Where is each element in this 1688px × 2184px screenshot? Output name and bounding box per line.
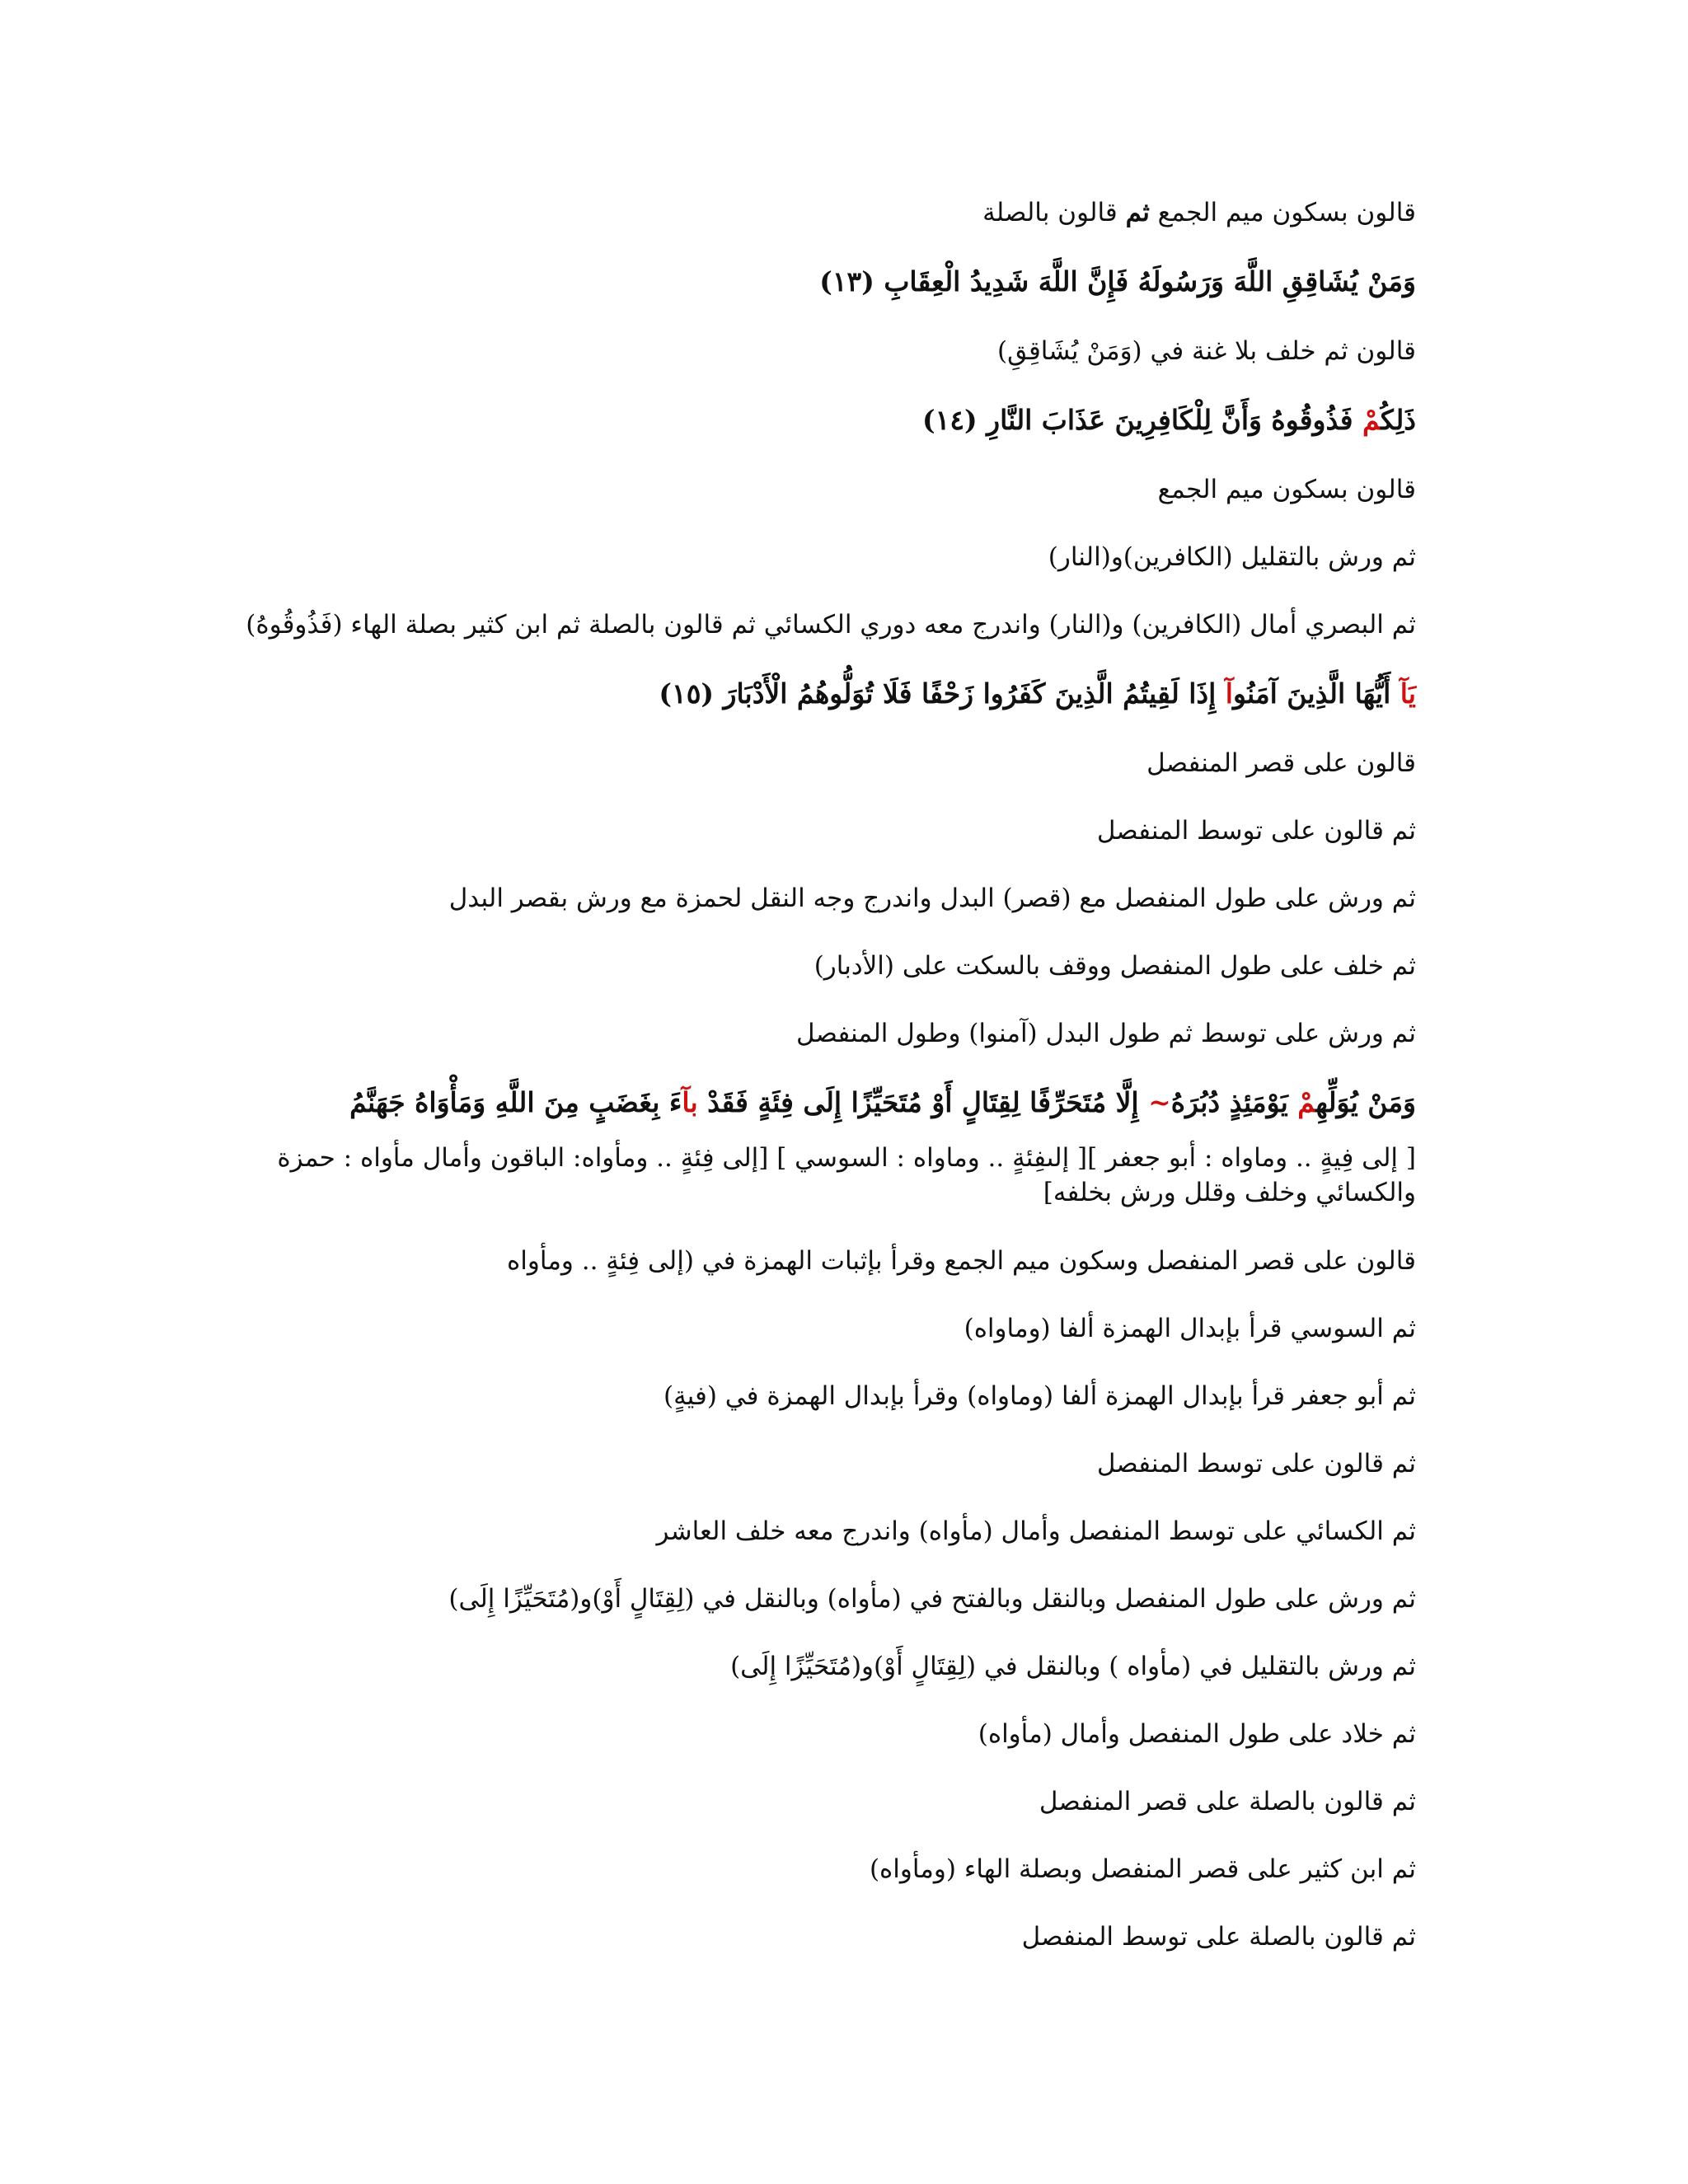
- verse-line-16: [262, 1085, 1416, 1121]
- note-line: [262, 1447, 1416, 1480]
- note-line: [262, 882, 1416, 915]
- note-line: [262, 473, 1416, 506]
- note-line: [262, 1017, 1416, 1050]
- note-text: ثم أبو جعفر قرأ بإبدال الهمزة ألفا (وماواه) وقرأ بإبدال الهمزة في (فيةٍ): [663, 1381, 1416, 1411]
- verse-line-13: [262, 264, 1416, 300]
- note-text: قالون بالصلة: [982, 198, 1126, 227]
- note-text: ثم ورش على توسط ثم طول البدل (آمنوا) وطول المنفصل: [796, 1019, 1416, 1048]
- note-line: [262, 1312, 1416, 1345]
- verse-text: إِذَا لَقِيتُمُ الَّذِينَ كَفَرُوا زَحْفًا فَلَا تُوَلُّوهُمُ الْأَدْبَارَ (١٥): [659, 677, 1226, 710]
- verse-text: فَذُوقُوهُ وَأَنَّ لِلْكَافِرِينَ عَذَابَ النَّارِ (١٤): [921, 404, 1363, 436]
- note-line: [262, 1853, 1416, 1886]
- verse-highlight: مْ: [1362, 404, 1381, 436]
- note-text: ثم ورش على طول المنفصل وبالنقل وبالفتح في (مأواه) وبالنقل في (لِقِتَالٍ أَوْ)و(مُتَحَيِّزًا إِلَى): [448, 1584, 1416, 1614]
- verse-highlight: ~: [1148, 1086, 1171, 1118]
- note-line: [262, 335, 1416, 368]
- note-line: [262, 1650, 1416, 1683]
- note-line: [262, 814, 1416, 847]
- note-text: ثم خلاد على طول المنفصل وأمال (مأواه): [978, 1719, 1416, 1749]
- note-line: [262, 1380, 1416, 1413]
- note-line: [262, 196, 1416, 229]
- note-line: [262, 949, 1416, 982]
- note-line: [262, 1785, 1416, 1818]
- note-text: ثم البصري أمال (الكافرين) و(النار) واندرج معه دوري الكسائي ثم قالون بالصلة ثم ابن كثير بصلة الهاء (فَذُوقُوهُ): [246, 610, 1416, 640]
- note-text: قالون على قصر المنفصل وسكون ميم الجمع وقرأ بإثبات الهمزة في (إلى فِئةٍ .. ومأواه: [507, 1246, 1416, 1276]
- note-text: قالون على قصر المنفصل: [1146, 748, 1416, 778]
- note-emphasis: ثم: [1125, 198, 1150, 227]
- note-text: ثم الكسائي على توسط المنفصل وأمال (مأواه) واندرج معه خلف العاشر: [656, 1516, 1416, 1546]
- note-text: ثم قالون على توسط المنفصل: [1096, 1449, 1416, 1479]
- note-text: ثم ورش على طول المنفصل مع (قصر) البدل واندرج وجه النقل لحمزة مع ورش بقصر البدل: [448, 883, 1416, 913]
- note-line: [262, 1515, 1416, 1548]
- verse-highlight: يَآ: [1400, 677, 1416, 710]
- note-text: [ إلى فِيةٍ .. وماواه : أبو جعفر ][ إلىفِئةٍ .. وماواه : السوسي ] [إلى فِئةٍ .. ومأواه: الباقون وأمال مأواه : حمزة والكسائي وخلف وقلل ورش بخلفه]: [277, 1143, 1416, 1207]
- verse-highlight: مْ: [1297, 1086, 1316, 1118]
- note-text: ثم خلف على طول المنفصل ووقف بالسكت على (الأدبار): [814, 951, 1416, 981]
- note-text: ثم السوسي قرأ بإبدال الهمزة ألفا (وماواه): [964, 1314, 1416, 1343]
- note-text: قالون بسكون ميم الجمع: [1157, 475, 1416, 504]
- verse-text: إِلَّا مُتَحَرِّفًا لِقِتَالٍ أَوْ مُتَحَيِّزًا إِلَى فِئَةٍ فَقَدْ: [697, 1086, 1149, 1118]
- verse-line-15: [262, 676, 1416, 712]
- verse-highlight: بآ: [682, 1086, 698, 1118]
- note-text: قالون بسكون ميم الجمع: [1149, 198, 1416, 227]
- note-line: [262, 1244, 1416, 1277]
- note-line: [262, 1582, 1416, 1615]
- note-text: ثم قالون بالصلة على قصر المنفصل: [1039, 1787, 1416, 1816]
- verse-text: وَمَنْ يُشَاقِقِ اللَّهَ وَرَسُولَهُ فَإِنَّ اللَّهَ شَدِيدُ الْعِقَابِ (١٣): [819, 265, 1416, 298]
- note-line: [262, 747, 1416, 780]
- document-content: [246, 196, 1416, 1953]
- verse-highlight: آ: [1225, 677, 1233, 710]
- note-text: ثم قالون على توسط المنفصل: [1096, 816, 1416, 846]
- note-line: [262, 541, 1416, 574]
- verse-text: يَوْمَئِذٍ دُبُرَهُ: [1170, 1086, 1298, 1118]
- note-line: [262, 1718, 1416, 1750]
- note-text: ثم ورش بالتقليل (الكافرين)و(النار): [1048, 542, 1416, 572]
- readings-bracket-note: [262, 1141, 1416, 1210]
- verse-text: أَيُّهَا الَّذِينَ آمَنُو: [1232, 677, 1400, 710]
- note-line: [246, 608, 1416, 641]
- note-line: [262, 1920, 1416, 1953]
- note-text: قالون ثم خلف بلا غنة في (وَمَنْ يُشَاقِقِ): [997, 336, 1416, 366]
- verse-text: وَمَنْ يُوَلِّهِ: [1315, 1086, 1416, 1118]
- verse-text: ذَلِكُ: [1381, 404, 1416, 436]
- verse-line-14: [262, 402, 1416, 438]
- note-text: ثم ورش بالتقليل في (مأواه ) وبالنقل في (لِقِتَالٍ أَوْ)و(مُتَحَيِّزًا إِلَى): [730, 1652, 1416, 1681]
- verse-text: ءَ بِغَضَبٍ مِنَ اللَّهِ وَمَأْوَاهُ جَهَنَّمُ: [349, 1086, 682, 1118]
- note-text: ثم قالون بالصلة على توسط المنفصل: [1021, 1922, 1416, 1952]
- note-text: ثم ابن كثير على قصر المنفصل وبصلة الهاء (ومأواه): [869, 1854, 1416, 1884]
